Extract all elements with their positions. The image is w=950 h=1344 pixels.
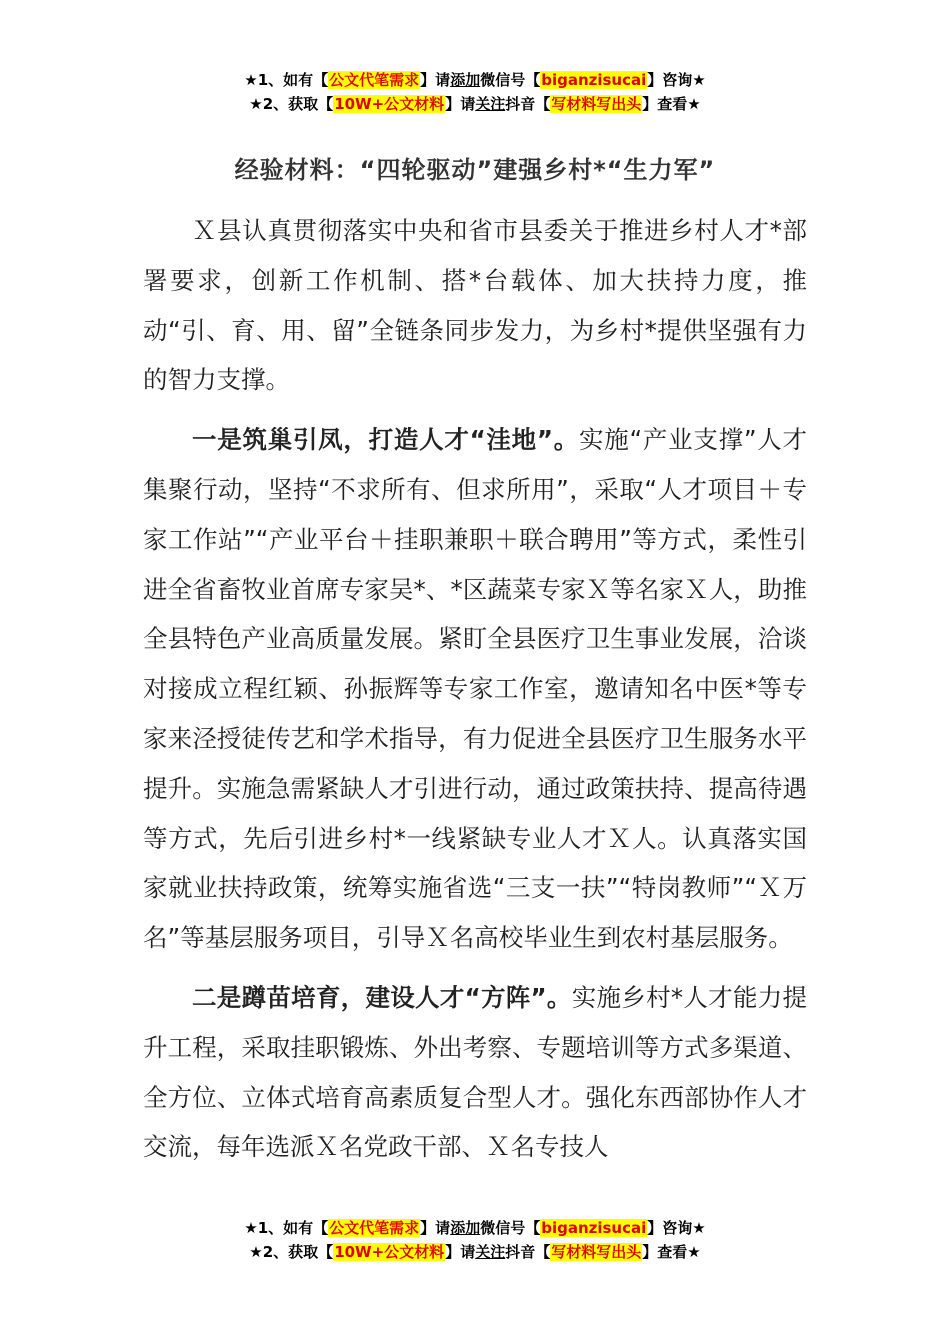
- banner-text: 】查看★: [642, 1243, 701, 1261]
- section-2-lead: 二是蹲苗培育，建设人才“方阵”。: [192, 982, 572, 1012]
- banner-highlight: 公文代笔需求: [329, 1219, 420, 1237]
- banner-text: 】查看★: [642, 95, 701, 113]
- header-banner-line-2: [0, 92, 950, 116]
- banner-highlight: 公文代笔需求: [329, 71, 420, 89]
- section-2-body: 实施乡村*人才能力提升工程，采取挂职锻炼、外出考察、专题培训等方式多渠道、全方位、立体式培育高素质复合型人才。强化东西部协作人才交流，每年选派Ｘ名党政干部、Ｘ名专技人: [143, 982, 808, 1162]
- banner-highlight: 10W+公文材料: [334, 1243, 445, 1261]
- banner-text: 】咨询★: [647, 1219, 706, 1237]
- section-1-paragraph: [143, 415, 807, 963]
- banner-text: 抖音【: [505, 1243, 551, 1261]
- banner-highlight: biganzisucai: [541, 71, 647, 89]
- banner-text: 】请: [445, 1243, 476, 1261]
- banner-text: 微信号【: [480, 71, 541, 89]
- header-banner-line-1: [0, 68, 950, 92]
- banner-text: ★2、获取【: [249, 1243, 334, 1261]
- section-1-lead: 一是筑巢引凤，打造人才“洼地”。: [192, 425, 579, 455]
- banner-text: 】请: [445, 95, 476, 113]
- document-body: [143, 206, 807, 1182]
- banner-text: 】请: [420, 71, 451, 89]
- banner-highlight: 写材料写出头: [551, 1243, 642, 1261]
- document-title: 经验材料：“四轮驱动”建强乡村*“生力军”: [234, 156, 716, 184]
- banner-text: 】咨询★: [647, 71, 706, 89]
- footer-banner-line-1: [0, 1216, 950, 1240]
- banner-text: 】请: [420, 1219, 451, 1237]
- section-1-body: 实施“产业支撑”人才集聚行动，坚持“不求所有、但求所用”，采取“人才项目＋专家工作站”“产业平台＋挂职兼职＋联合聘用”等方式，柔性引进全省畜牧业首席专家吴*、*区蔬菜专家Ｘ等名家Ｘ人，助推全县特色产业高质量发展。紧盯全县医疗卫生事业发展，洽谈对接成立程红颖、孙振辉等专家工作室，邀请知名中医*等专家来泾授徒传艺和学术指导，有力促进全县医疗卫生服务水平提升。实施急需紧缺人才引进行动，通过政策扶持、提高待遇等方式，先后引进乡村*一线紧缺专业人才Ｘ人。认真落实国家就业扶持政策，统筹实施省选“三支一扶”“特岗教师”“Ｘ万名”等基层服务项目，引导Ｘ名高校毕业生到农村基层服务。: [143, 425, 807, 953]
- banner-underline: 添加: [450, 1219, 481, 1237]
- banner-text: ★1、如有【: [244, 71, 329, 89]
- banner-text: ★2、获取【: [249, 95, 334, 113]
- footer-banner-line-2: [0, 1240, 950, 1264]
- banner-underline: 关注: [475, 95, 506, 113]
- footer-banner: [0, 1216, 950, 1264]
- banner-highlight: 10W+公文材料: [334, 95, 445, 113]
- banner-text: 微信号【: [480, 1219, 541, 1237]
- banner-text: 抖音【: [505, 95, 551, 113]
- header-banner: [0, 68, 950, 116]
- banner-underline: 添加: [450, 71, 481, 89]
- intro-paragraph: Ｘ县认真贯彻落实中央和省市县委关于推进乡村人才*部署要求，创新工作机制、搭*台载体、加大扶持力度，推动“引、育、用、留”全链条同步发力，为乡村*提供坚强有力的智力支撑。: [143, 216, 807, 395]
- section-2-paragraph: [143, 973, 807, 1172]
- banner-underline: 关注: [475, 1243, 506, 1261]
- banner-highlight: biganzisucai: [541, 1219, 647, 1237]
- banner-text: ★1、如有【: [244, 1219, 329, 1237]
- banner-highlight: 写材料写出头: [551, 95, 642, 113]
